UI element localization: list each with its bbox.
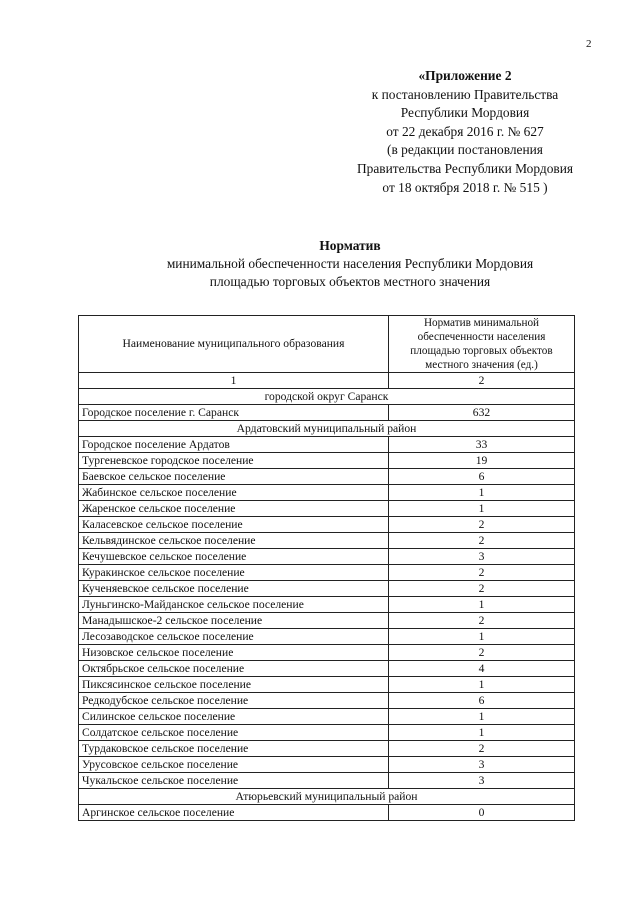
municipality-name: Жабинское сельское поселение: [79, 485, 389, 501]
appendix-line: к постановлению Правительства: [371, 86, 559, 102]
municipality-name: Солдатское сельское поселение: [79, 725, 389, 741]
table-row: [79, 613, 575, 629]
appendix-title: «Приложение 2: [418, 68, 512, 83]
appendix-line: Республики Мордовия: [400, 105, 530, 121]
norm-value: 6: [389, 469, 575, 485]
municipality-name: Баевское сельское поселение: [79, 469, 389, 485]
municipality-name: Тургеневское городское поселение: [79, 453, 389, 469]
document-subtitle: площадью торговых объектов местного значения: [209, 274, 491, 289]
table-row: [79, 805, 575, 821]
municipality-name: Жаренское сельское поселение: [79, 501, 389, 517]
table-row: [79, 597, 575, 613]
table-body: [79, 373, 575, 821]
municipality-name: Луньгинско-Майданское сельское поселение: [79, 597, 389, 613]
table-row: [79, 629, 575, 645]
norm-value: 33: [389, 437, 575, 453]
municipality-name: Кельвядинское сельское поселение: [79, 533, 389, 549]
table-row: [79, 549, 575, 565]
municipality-name: Кечушевское сельское поселение: [79, 549, 389, 565]
norm-value: 6: [389, 693, 575, 709]
table-row: [79, 693, 575, 709]
municipality-name: Чукальское сельское поселение: [79, 773, 389, 789]
norm-value: 1: [389, 485, 575, 501]
table-row: [79, 709, 575, 725]
section-title: городской округ Саранск: [79, 389, 575, 405]
norm-value: 1: [389, 677, 575, 693]
municipality-name: Турдаковское сельское поселение: [79, 741, 389, 757]
norm-value: 2: [389, 517, 575, 533]
table-row: [79, 645, 575, 661]
municipality-name: Октябрьское сельское поселение: [79, 661, 389, 677]
norm-value: 2: [389, 581, 575, 597]
table-row: [79, 773, 575, 789]
municipality-name: Низовское сельское поселение: [79, 645, 389, 661]
norm-value: 4: [389, 661, 575, 677]
municipality-name: Силинское сельское поселение: [79, 709, 389, 725]
norm-value: 0: [389, 805, 575, 821]
table-row: [79, 757, 575, 773]
municipality-name: Пиксясинское сельское поселение: [79, 677, 389, 693]
table-row: [79, 501, 575, 517]
col-header-norm: Норматив минимальной обеспеченности населения площадью торговых объектов местного значения (ед.): [389, 316, 575, 373]
norm-value: 2: [389, 741, 575, 757]
table-row: [79, 565, 575, 581]
section-row: [79, 389, 575, 405]
municipality-name: Городское поселение Ардатов: [79, 437, 389, 453]
municipality-name: Кученяевское сельское поселение: [79, 581, 389, 597]
norm-value: 2: [389, 613, 575, 629]
appendix-line: от 18 октября 2018 г. № 515 ): [382, 179, 548, 195]
table-row: [79, 533, 575, 549]
document-heading: [60, 237, 640, 291]
norm-table: [78, 315, 575, 821]
municipality-name: Куракинское сельское поселение: [79, 565, 389, 581]
norm-value: 1: [389, 709, 575, 725]
section-title: Ардатовский муниципальный район: [79, 421, 575, 437]
table-row: [79, 437, 575, 453]
norm-value: 3: [389, 757, 575, 773]
municipality-name: Урусовское сельское поселение: [79, 757, 389, 773]
municipality-name: Аргинское сельское поселение: [79, 805, 389, 821]
table-row: [79, 677, 575, 693]
document-title: Норматив: [319, 238, 381, 253]
section-title: Атюрьевский муниципальный район: [79, 789, 575, 805]
column-number-row: [79, 373, 575, 389]
norm-value: 1: [389, 597, 575, 613]
col-number: 2: [389, 373, 575, 389]
norm-value: 2: [389, 645, 575, 661]
table-row: [79, 485, 575, 501]
table-row: [79, 469, 575, 485]
norm-value: 3: [389, 773, 575, 789]
municipality-name: Редкодубское сельское поселение: [79, 693, 389, 709]
norm-value: 2: [389, 565, 575, 581]
norm-value: 2: [389, 533, 575, 549]
appendix-line: Правительства Республики Мордовия: [356, 160, 574, 176]
table-row: [79, 453, 575, 469]
norm-value: 19: [389, 453, 575, 469]
norm-value: 1: [389, 629, 575, 645]
col-number: 1: [79, 373, 389, 389]
appendix-line: от 22 декабря 2016 г. № 627: [386, 123, 544, 139]
municipality-name: Лесозаводское сельское поселение: [79, 629, 389, 645]
table-row: [79, 661, 575, 677]
appendix-block: [300, 67, 630, 197]
col-header-name: Наименование муниципального образования: [79, 316, 389, 373]
table-row: [79, 725, 575, 741]
table-row: [79, 405, 575, 421]
norm-value: 1: [389, 725, 575, 741]
municipality-name: Городское поселение г. Саранск: [79, 405, 389, 421]
document-subtitle: минимальной обеспеченности населения Республики Мордовия: [166, 256, 534, 271]
table-row: [79, 517, 575, 533]
norm-value: 632: [389, 405, 575, 421]
table-row: [79, 581, 575, 597]
municipality-name: Манадышское-2 сельское поселение: [79, 613, 389, 629]
norm-value: 3: [389, 549, 575, 565]
appendix-line: (в редакции постановления: [387, 142, 543, 158]
municipality-name: Каласевское сельское поселение: [79, 517, 389, 533]
table-row: [79, 741, 575, 757]
section-row: [79, 421, 575, 437]
norm-value: 1: [389, 501, 575, 517]
table-header-row: [79, 316, 575, 373]
page-number: 2: [586, 38, 592, 50]
section-row: [79, 789, 575, 805]
